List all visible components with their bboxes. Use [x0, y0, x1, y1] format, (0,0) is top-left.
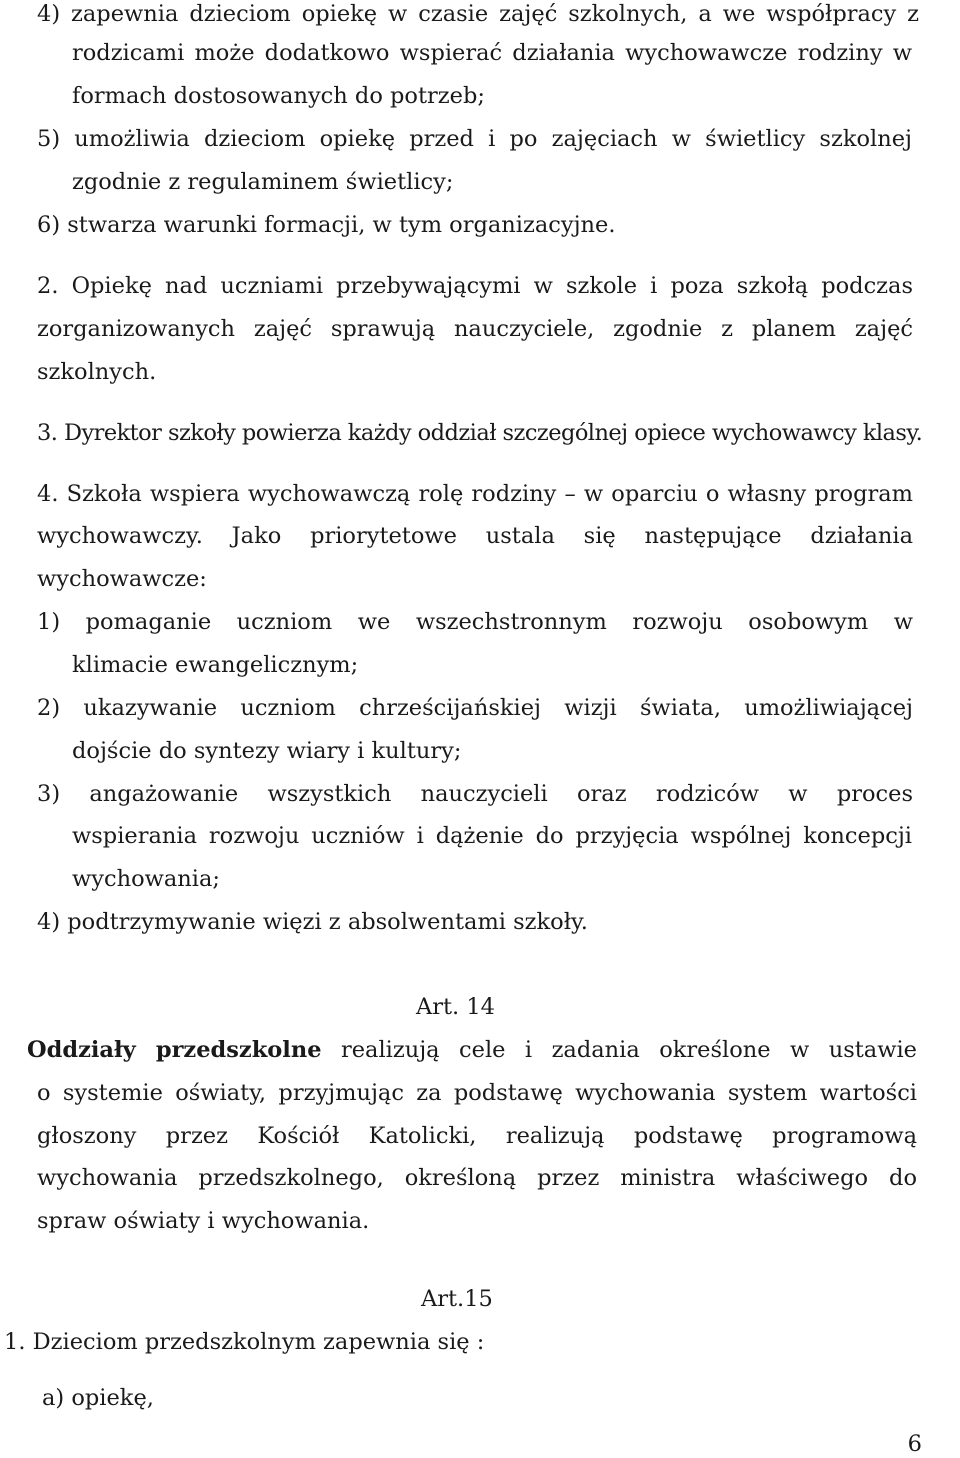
text-line: spraw oświaty i wychowania.	[37, 1208, 370, 1234]
text-line: formach dostosowanych do potrzeb;	[72, 83, 485, 109]
text-line: rodzicami może dodatkowo wspierać działania wychowawcze rodziny w	[72, 40, 912, 66]
text-line: 3) angażowanie wszystkich nauczycieli oraz rodziców w proces	[37, 781, 913, 807]
text-line: szkolnych.	[37, 359, 157, 385]
text-line: 1) pomaganie uczniom we wszechstronnym rozwoju osobowym w	[37, 609, 913, 635]
text-line: 2. Opiekę nad uczniami przebywającymi w szkole i poza szkołą podczas	[37, 273, 913, 299]
page-number: 6	[907, 1431, 922, 1457]
text-line: 1. Dzieciom przedszkolnym zapewnia się :	[4, 1329, 485, 1355]
text-line: zorganizowanych zajęć sprawują nauczyciele, zgodnie z planem zajęć	[37, 316, 913, 342]
text-line: a) opiekę,	[42, 1385, 154, 1411]
text-line: zgodnie z regulaminem świetlicy;	[72, 169, 454, 195]
article-heading: Art. 14	[416, 994, 495, 1020]
text-line: 6) stwarza warunki formacji, w tym organizacyjne.	[37, 212, 616, 238]
text-line: 4) podtrzymywanie więzi z absolwentami szkoły.	[37, 909, 588, 935]
text-line: wychowania przedszkolnego, określoną przez ministra właściwego do	[37, 1165, 917, 1191]
text-line: 3. Dyrektor szkoły powierza każdy oddział szczególnej opiece wychowawcy klasy.	[37, 420, 923, 446]
text-line: klimacie ewangelicznym;	[72, 652, 359, 678]
text-line: 2) ukazywanie uczniom chrześcijańskiej wizji świata, umożliwiającej	[37, 695, 913, 721]
text-line: wychowawcze:	[37, 566, 207, 592]
text-line: wychowawczy. Jako priorytetowe ustala się następujące działania	[37, 523, 913, 549]
text-line: dojście do syntezy wiary i kultury;	[72, 738, 462, 764]
text-line: głoszony przez Kościół Katolicki, realizują podstawę programową	[37, 1123, 917, 1149]
text-line: o systemie oświaty, przyjmując za podstawę wychowania system wartości	[37, 1080, 917, 1106]
text-line	[27, 1036, 917, 1064]
text-line: wspierania rozwoju uczniów i dążenie do przyjęcia wspólnej koncepcji	[72, 823, 912, 849]
text-line: 4) zapewnia dzieciom opiekę w czasie zajęć szkolnych, a we współpracy z	[37, 1, 919, 27]
article-heading: Art.15	[421, 1286, 493, 1312]
text-line: wychowania;	[72, 866, 220, 892]
text-span: realizują cele i zadania określone w ustawie	[321, 1037, 917, 1063]
text-line: 5) umożliwia dzieciom opiekę przed i po zajęciach w świetlicy szkolnej	[37, 126, 912, 152]
bold-term: Oddziały przedszkolne	[27, 1037, 322, 1063]
text-line: 4. Szkoła wspiera wychowawczą rolę rodziny – w oparciu o własny program	[37, 481, 913, 507]
